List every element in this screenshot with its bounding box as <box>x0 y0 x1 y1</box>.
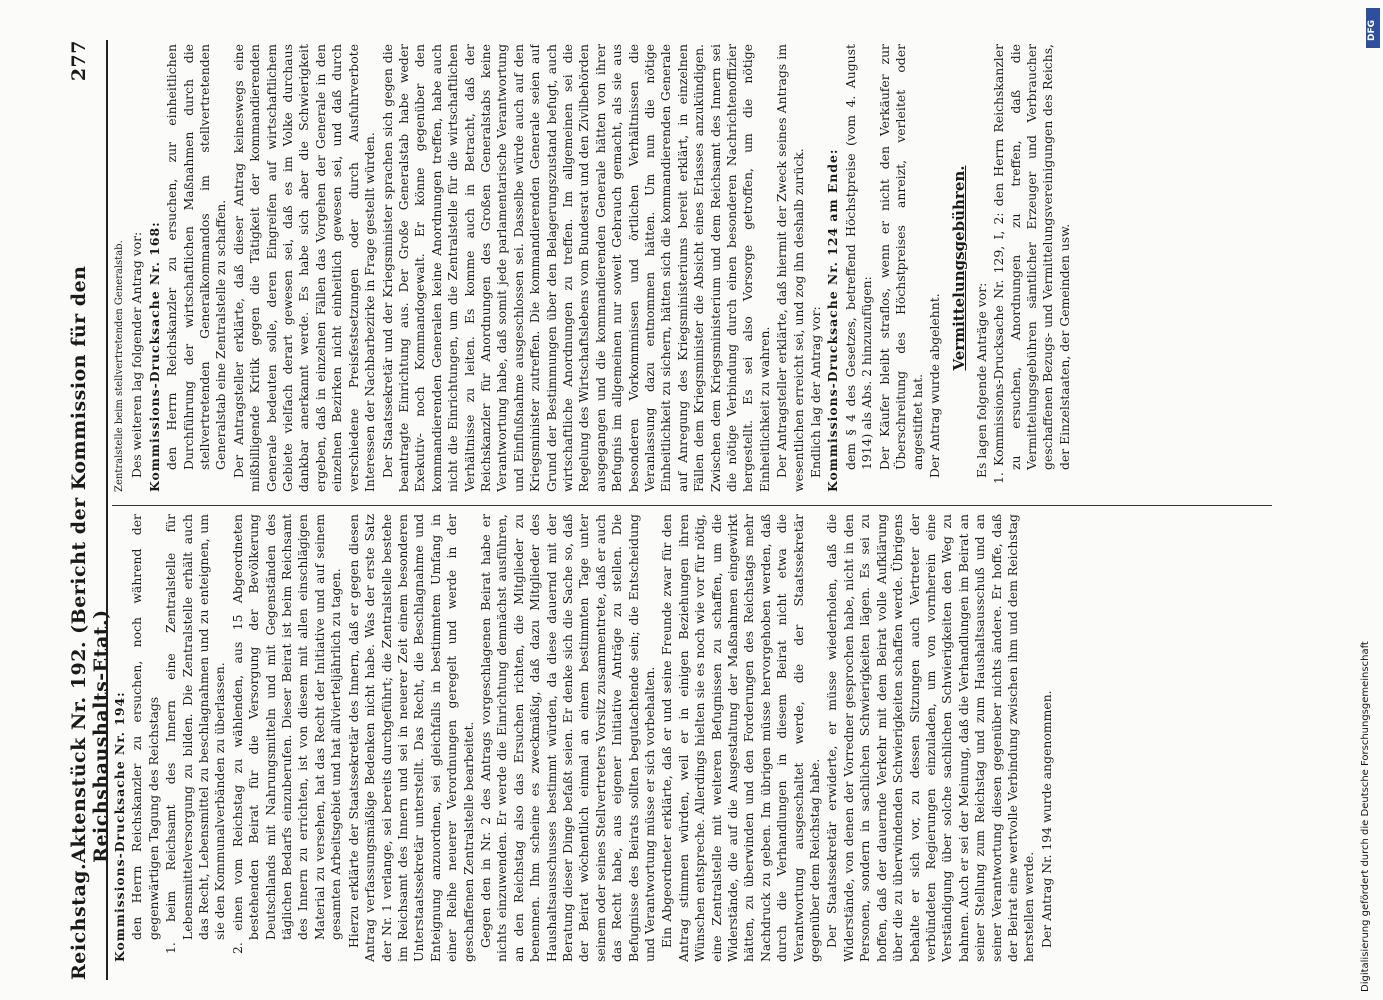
digitization-note <box>1360 8 1380 992</box>
right-column-paragraph: Es lagen folgende Anträge vor: <box>973 282 989 478</box>
left-column-paragraph: den Herrn Reichskanzler zu ersuchen, noch während der gegenwärtigen Tagung des Reichstags <box>129 514 161 940</box>
left-column-paragraph: Der Antrag Nr. 194 wurde angenommen. <box>1038 690 1054 948</box>
left-column-paragraph: Kommissions-Drucksache Nr. 194: <box>112 691 127 962</box>
right-column-paragraph: den Herrn Reichskanzler zu ersuchen, zur einheitlichen Durchführung der wirtschaftlichen Maßnahmen durch die stellvertretenden Generalkommandos im stellvertretenden Generalstab eine Zentralstelle zu schaffen. <box>164 44 229 470</box>
left-column-paragraph: 1. beim Reichsamt des Innern eine Zentralstelle für Lebensmittelversorgung zu bilden. Die Zentralstelle erhält auch das Recht, Lebensmittel zu beschlagnahmen und zu enteignen, um sie den Kommunalverbänden zu überlassen. <box>163 514 228 954</box>
page-header <box>68 40 112 980</box>
right-column-paragraph: Der Staatssekretär und der Kriegsminister sprachen sich gegen die beantragte Einrichtung aus. Der Große Generalstab habe weder Exekutiv- noch Kommandogewalt. Er könne gegenüber den kommandierenden Generalen keine Anordnungen treffen, habe auch nicht die Einrichtungen, um die Zentralstelle für die wirtschaftlichen Verhältnisse zu leiten. Es komme auch in Betracht, daß der Reichskanzler für Anordnungen des Großen Generalstabs keine Verantwortung habe, daß somit jede parlamentarische Verantwortung und Einflußnahme ausgeschlossen sei. Dasselbe würde auch auf den Kriegsminister zutreffen. Die kommandierenden Generale seien auf Grund der Bestimmungen über den Belagerungszustand befugt, auch wirtschaftliche Anordnungen zu treffen. Im allgemeinen sei die Regelung des Wirtschaftslebens vom Bundesrat und den Zivilbehörden ausgegangen und die kommandierenden Generale hätten von ihrer Befugnis im allgemeinen nur soweit Gebrauch gemacht, als sie aus besonderen Vorkommnissen und örtlichen Verhältnissen die Veranlassung dazu entnommen hätten. Um nun die nötige Einheitlichkeit zu sichern, hätten sich die kommandierenden Generale auf Anregung des Kriegsministeriums bereit erklärt, in einzelnen Fällen dem Kriegsminister die Absicht eines Erlasses anzukündigen. Zwischen dem Kriegsministerium und dem Reichsamt des Innern sei die nötige Verbindung durch einen besonderen Nachrichtenoffizier hergestellt. Es sei also Vorsorge getroffen, um die nötige Einheitlichkeit zu wahren. <box>379 44 772 492</box>
header-left: Reichstag. <box>68 862 90 980</box>
column-divider <box>112 505 1272 506</box>
right-column-paragraph: Der Antragsteller erklärte, daß dieser Antrag keineswegs eine mißbilligende Kritik gegen die Tätigkeit der kommandierenden Generale bedeuten solle, deren Eingreifen auf wirtschaftlichem Gebiete vielfach derart gewesen sei, daß es im Volke durchaus dankbar anerkannt werde. Es habe sich aber die Schwierigkeit ergeben, daß in einzelnen Fällen das Vorgehen der Generale in den einzelnen Bezirken nicht einheitlich gewesen sei, und daß durch verschiedene Preisfestsetzungen oder durch Ausfuhrverbote Interessen der Nachbarbezirke in Frage gestellt würden. <box>230 44 378 492</box>
left-column-paragraph: Hierzu erklärte der Staatssekretär des Innern, daß er gegen diesen Antrag verfassungsmäßige Bedenken nicht habe. Was der erste Satz der Nr. 1 verlange, sei bereits durchgeführt; die Zentralstelle bestehe im Reichsamt des Innern und sei in neuerer Zeit einem besonderen Unterstaatssekretär unterstellt. Das Recht, die Beschlagnahme und Enteignung anzuordnen, sei gleichfalls in bestimmtem Umfang in einer Reihe neuerer Verordnungen geregelt und werde in der geschaffenen Zentralstelle bearbeitet. <box>345 514 476 962</box>
right-column-paragraph: 1. Kommissions-Drucksache Nr. 129, I, 2: den Herrn Reichskanzler zu ersuchen, Anordnungen zu treffen, daß die Vermittelungsgebühren sämtlicher Erzeuger und Verbraucher geschaffenen Bezugs- und Vermittelungsvereinigungen des Reichs, der Einzelstaaten, der Gemeinden usw. <box>991 44 1072 484</box>
right-column-paragraph: Der Käufer bleibt straflos, wenn er nicht den Verkäufer zur Überschreitung des Höchstpreises anreizt, verleitet oder angestiftet hat. <box>876 44 925 470</box>
right-column-paragraph: Der Antragsteller erklärte, daß hiermit der Zweck seines Antrags im wesentlichen erreicht sei, und zog ihn deshalb zurück. <box>774 44 806 492</box>
left-column-paragraph: Gegen den in Nr. 2 des Antrags vorgeschlagenen Beirat habe er nichts einzuwenden. Er werde die Einrichtung demnächst ausführen, an den Reichstag also das Ersuchen richten, die Mitglieder zu benennen. Ihm scheine es zweckmäßig, daß dazu Mitglieder des Haushaltsausschusses bestimmt würden, da diese dauernd mit der Beratung dieser Dinge befaßt seien. Er denke sich die Sache so, daß der Beirat wöchentlich einmal an einem bestimmten Tage unter seinem oder seines Stellvertreters Vorsitz zusammentrete, daß er auch das Recht habe, aus eigener Initiative Anträge zu stellen. Die Befugnisse des Beirats sollten begutachtende sein; die Entscheidung und Verantwortung müsse er sich vorbehalten. <box>477 514 657 962</box>
right-column-paragraph: Kommissions-Drucksache Nr. 168: <box>146 221 162 492</box>
dfg-logo <box>1366 8 1380 48</box>
left-column-paragraph: Ein Abgeordneter erklärte, daß er und seine Freunde zwar für den Antrag stimmen würden, weil er in einigen Beziehungen ihren Wünschen entspreche. Allerdings hielten sie es noch wie vor für nötig, eine Zentralstelle mit weiteren Befugnissen zu schaffen, um die Widerstände, die auf die Ausgestaltung der Maßnahmen eingewirkt hätten, zu überwinden und den Forderungen des Reichstags mehr Nachdruck zu geben. Im übrigen müsse hervorgehoben werden, daß durch die Verhandlungen in diesem Beirat nicht etwa die Verantwortung ausgeschaltet werde, die der Staatssekretär gegenüber dem Reichstag habe. <box>659 514 823 962</box>
dfg-logo-text: DFG <box>1367 19 1377 41</box>
rotated-page-content <box>40 20 1330 980</box>
header-rule <box>106 40 108 980</box>
right-column <box>112 44 1292 492</box>
right-column-paragraph: Des weiteren lag folgender Antrag vor: <box>129 231 145 478</box>
right-column-paragraph: Vermittelungsgebühren. <box>950 165 969 371</box>
right-column-paragraph: dem § 4 des Gesetzes, betreffend Höchstpreise (vom 4. August 1914) als Abs. 2 hinzuzufügen: <box>842 44 875 470</box>
right-column-paragraph: Kommissions-Drucksache Nr. 124 am Ende: <box>825 148 841 492</box>
left-column-paragraph: 2. einen vom Reichstag zu wählenden, aus 15 Abgeordneten bestehenden Beirat für die Versorgung der Bevölkerung Deutschlands mit Nahrungsmitteln und mit Gegenständen des täglichen Bedarfs einzuberufen. Dieser Beirat ist beim Reichsamt des Innern zu errichten, ist von diesem mit allen einschlägigen Material zu versehen, hat das Recht der Initiative und auf seinem gesamten Arbeitsgebiet und hat allvierteljährlich zu tagen. <box>229 514 344 954</box>
left-column-paragraph: Der Staatssekretär erwiderte, er müsse wiederholen, daß die Widerstände, von denen der Vorredner gesprochen habe, nicht in den Personen, sondern in sachlichen Schwierigkeiten lägen. Es sei zu hoffen, daß der dauernde Verkehr mit dem Beirat volle Aufklärung über die zu überwindenden Schwierigkeiten schaffen werde. Übrigens behalte er sich vor, zu dessen Sitzungen auch Vertreter der verbündeten Regierungen einzuladen, um von vornherein eine Verständigung über solche sachlichen Schwierigkeiten den Weg zu bahnen. Auch er sei der Meinung, daß die Verhandlungen im Beirat an seiner Stellung zum Reichstag und zum Haushaltsausschuß und an seiner Verantwortung diesen gegenüber nichts ändere. Er hoffe, daß der Beirat eine wertvolle Verbindung zwischen ihm und dem Reichstag herstellen werde. <box>824 514 1037 962</box>
right-column-paragraph: Endlich lag der Antrag vor: <box>808 306 824 478</box>
digitization-note-text: Digitalisierung gefördert durch die Deutsche Forschungsgemeinschaft <box>1360 641 1371 992</box>
right-column-paragraph: Zentralstelle beim stellvertretenden Generalstab. <box>114 240 125 492</box>
header-title: Aktenstück Nr. 192. (Bericht der Kommission für den Reichshaushalts-Etat.) <box>68 265 112 863</box>
left-column <box>112 514 1292 962</box>
right-column-paragraph: Der Antrag wurde abgelehnt. <box>926 293 942 478</box>
page-number: 277 <box>68 40 90 82</box>
